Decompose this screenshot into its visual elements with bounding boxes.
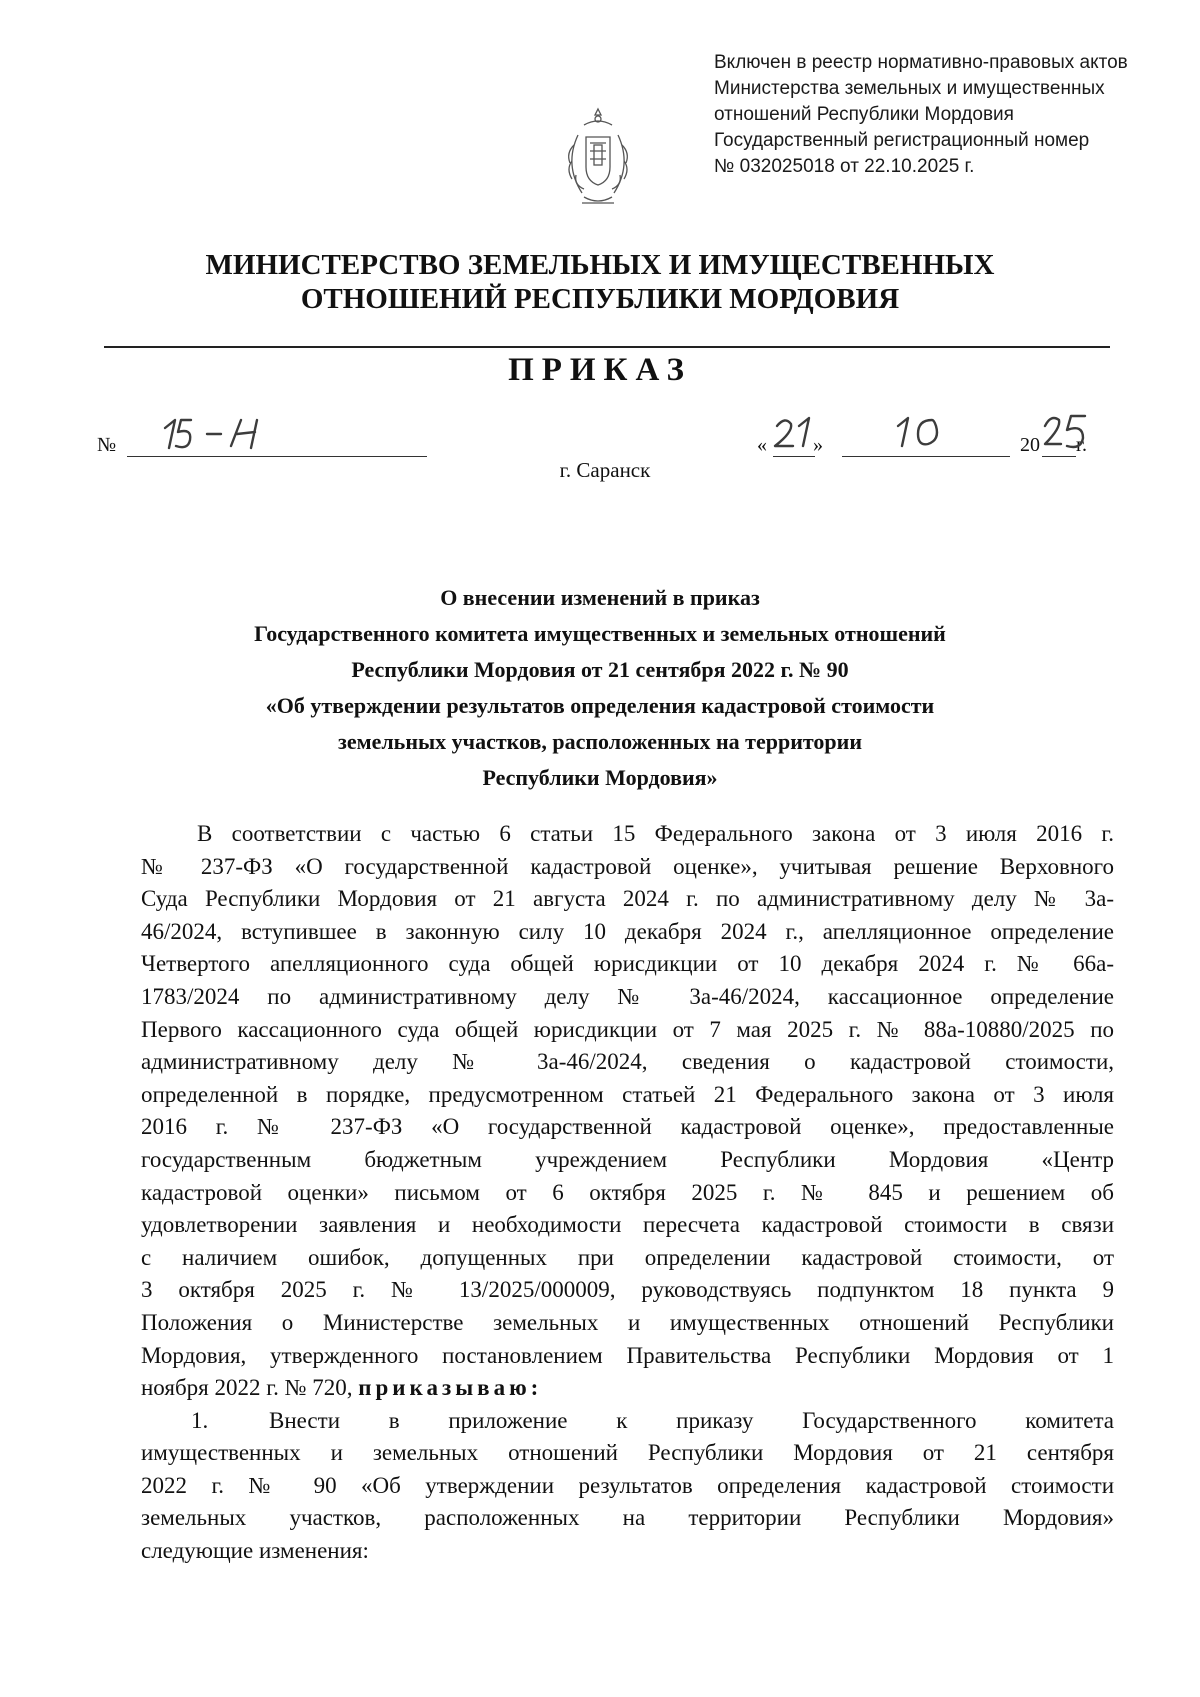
registry-stamp-line: Министерства земельных и имущественных xyxy=(714,78,1105,99)
ministry-title-line: МИНИСТЕРСТВО ЗЕМЕЛЬНЫХ И ИМУЩЕСТВЕННЫХ xyxy=(205,249,995,281)
city-label: г. Саранск xyxy=(559,458,651,482)
mordovia-coat-of-arms-icon xyxy=(548,105,648,215)
preamble-line: определенной в порядке, предусмотренном статьей 21 Федерального закона от 3 июля xyxy=(141,1081,1114,1107)
registry-stamp-line: отношений Республики Мордовия xyxy=(714,104,1014,125)
preamble-line: с наличием ошибок, допущенных при определении кадастровой стоимости, от xyxy=(141,1244,1114,1270)
order-subject xyxy=(100,580,1100,796)
subject-line: Государственного комитета имущественных и земельных отношений xyxy=(254,621,946,646)
preamble-line: удовлетворении заявления и необходимости пересчета кадастровой стоимости в связи xyxy=(141,1212,1114,1238)
handwritten-year xyxy=(1041,408,1101,456)
handwritten-day xyxy=(771,412,821,456)
order-body xyxy=(141,818,1114,1568)
year-suffix: г. xyxy=(1076,434,1087,456)
registry-stamp-line: Включен в реестр нормативно-правовых актов xyxy=(714,52,1128,73)
registry-stamp-line: Государственный регистрационный номер xyxy=(714,130,1090,151)
subject-line: Республики Мордовия» xyxy=(482,765,718,790)
year-underline xyxy=(1042,456,1076,457)
preamble-line: государственным бюджетным учреждением Республики Мордовия «Центр xyxy=(141,1146,1114,1172)
command-word: приказываю: xyxy=(358,1375,543,1401)
number-label: № xyxy=(97,434,117,456)
date-quote-close: » xyxy=(813,434,823,456)
item-number: 1. xyxy=(191,1407,209,1433)
preamble-line: административному делу № 3а-46/2024, сведения о кадастровой стоимости, xyxy=(141,1049,1114,1075)
handwritten-month xyxy=(892,412,952,456)
document-type-heading: ПРИКАЗ xyxy=(508,352,692,388)
preamble-line: Суда Республики Мордовия от 21 августа 2024 г. по административному делу № 3а- xyxy=(141,886,1114,912)
header-divider xyxy=(104,346,1110,348)
item1-first-line xyxy=(141,1405,1114,1438)
number-underline xyxy=(127,456,427,457)
ministry-title xyxy=(100,248,1100,316)
item1-line: Внести в приложение к приказу Государственного комитета xyxy=(269,1407,1114,1433)
subject-line: Республики Мордовия от 21 сентября 2022 г. № 90 xyxy=(351,657,849,682)
preamble-line: 1783/2024 по административному делу № 3а-46/2024, кассационное определение xyxy=(141,983,1114,1009)
item1-line: имущественных и земельных отношений Республики Мордовия от 21 сентября xyxy=(141,1440,1114,1466)
preamble-line: Положения о Министерстве земельных и имущественных отношений Республики xyxy=(141,1309,1114,1335)
preamble-line: 2016 г. № 237-ФЗ «О государственной кадастровой оценке», предоставленные xyxy=(141,1114,1114,1140)
preamble-line: Четвертого апелляционного суда общей юрисдикции от 10 декабря 2024 г. № 66а- xyxy=(141,951,1114,977)
handwritten-order-number xyxy=(157,412,287,456)
preamble-line: 46/2024, вступившее в законную силу 10 декабря 2024 г., апелляционное определение xyxy=(141,918,1114,944)
preamble-line: 3 октября 2025 г. № 13/2025/000009, руководствуясь подпунктом 18 пункта 9 xyxy=(141,1277,1114,1303)
ministry-title-line: ОТНОШЕНИЙ РЕСПУБЛИКИ МОРДОВИЯ xyxy=(300,283,900,315)
day-underline xyxy=(773,456,815,457)
preamble-line: В соответствии с частью 6 статьи 15 Федерального закона от 3 июля 2016 г. xyxy=(197,821,1114,846)
subject-line: земельных участков, расположенных на территории xyxy=(337,729,862,754)
registry-stamp-line: № 032025018 от 22.10.2025 г. xyxy=(714,156,975,177)
preamble-line: Первого кассационного суда общей юрисдикции от 7 мая 2025 г. № 88а-10880/2025 по xyxy=(141,1016,1114,1042)
month-underline xyxy=(842,456,1010,457)
date-quote-open: « xyxy=(757,434,767,456)
registry-stamp xyxy=(714,50,1174,180)
subject-line: О внесении изменений в приказ xyxy=(440,585,760,610)
subject-line: «Об утверждении результатов определения кадастровой стоимости xyxy=(265,693,935,718)
item1-line: 2022 г. № 90 «Об утверждении результатов определения кадастровой стоимости xyxy=(141,1472,1114,1498)
item1-line: земельных участков, расположенных на территории Республики Мордовия» xyxy=(141,1505,1114,1531)
closing-line-start: ноября 2022 г. № 720, xyxy=(141,1375,353,1401)
item1-line: следующие изменения: xyxy=(141,1538,369,1564)
preamble-line: кадастровой оценки» письмом от 6 октября 2025 г. № 845 и решением об xyxy=(141,1179,1114,1205)
year-prefix: 20 xyxy=(1020,434,1040,456)
preamble-line: Мордовия, утвержденного постановлением Правительства Республики Мордовия от 1 xyxy=(141,1342,1114,1368)
preamble-closing-line xyxy=(141,1372,1114,1405)
preamble-line: № 237-ФЗ «О государственной кадастровой оценке», учитывая решение Верховного xyxy=(141,853,1114,879)
